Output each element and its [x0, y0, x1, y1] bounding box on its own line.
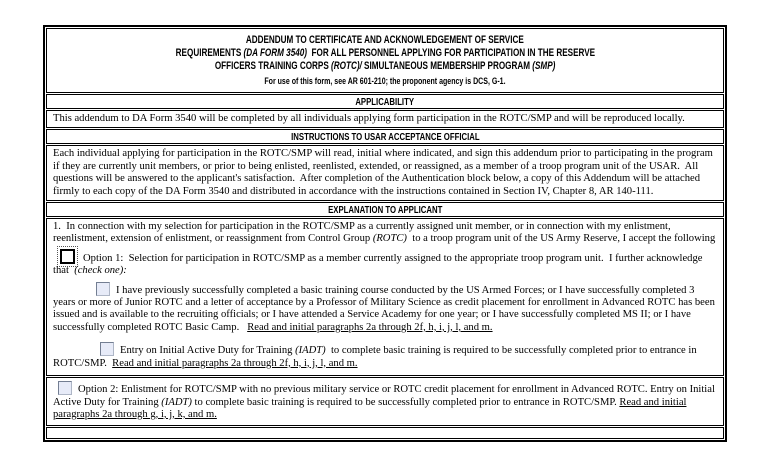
- option2-section: [46, 377, 724, 426]
- applicability-body: [46, 110, 724, 128]
- option1-choice-b-paragraph: Entry on Initial Active Duty for Training (IADT) to complete basic training is required to be successfully completed prior to entrance in ROTC/SMP. Read and initial paragraphs 2a through 2f, h, i, j, l, and m.: [53, 342, 717, 370]
- form-title-line1: ADDENDUM TO CERTIFICATE AND ACKNOWLEDGEMENT OF SERVICE: [246, 34, 524, 46]
- form-title-line3: OFFICERS TRAINING CORPS (ROTC)/ SIMULTANEOUS MEMBERSHIP PROGRAM (SMP): [214, 60, 556, 72]
- form-title-line2: REQUIREMENTS (DA FORM 3540) FOR ALL PERSONNEL APPLYING FOR PARTICIPATION IN THE RESERVE: [175, 47, 595, 59]
- paragraph-1: 1. In connection with my selection for participation in the ROTC/SMP as a currently assigned unit member, or in connection with my enlistment, reenlistment, extension of enlistment, or reassignment from Control Group (ROTC) to a troop program unit of the US Army Reserve, I accept the following: [53, 221, 716, 245]
- applicability-text: This addendum to DA Form 3540 will be completed by all individuals applying form participation in the ROTC/SMP and will be reproduced locally.: [53, 113, 685, 124]
- basic-training-completed-checkbox[interactable]: [96, 282, 110, 296]
- form-title-section: [46, 28, 724, 93]
- next-section-partial: [46, 427, 724, 439]
- option1-paragraph: Option 1: Selection for participation in ROTC/SMP as a member currently assigned to the appropriate troop program unit. I further acknowledge that (check one):: [53, 249, 717, 278]
- instructions-body: [46, 145, 724, 201]
- read-initial-reference-a: Read and initial paragraphs 2a through 2f, h, i, j, l, and m.: [247, 321, 493, 333]
- instructions-header: INSTRUCTIONS TO USAR ACCEPTANCE OFFICIAL: [46, 129, 724, 144]
- read-initial-reference-b: Read and initial paragraphs 2a through 2f, h, i, j, l, and m.: [112, 357, 358, 369]
- option2-paragraph: Option 2: Enlistment for ROTC/SMP with no previous military service or ROTC credit placement for enrollment in Advanced ROTC. Entry on Initial Active Duty for Training (IADT) to complete basic training is required to be successfully completed prior to entrance in ROTC/SMP. Read and initial paragraphs 2a through g, i, j, k, and m.: [53, 381, 717, 421]
- option2-checkbox[interactable]: [58, 381, 72, 395]
- instructions-text: Each individual applying for participation in the ROTC/SMP will read, initial where indicated, and sign this addendum prior to participating in the program if they are currently unit members, or prior to being enlisted, reenlisted, extended, or reassigned, as a member of a troop program unit of the USAR. All questions will be answered to the applicant's satisfaction. After completion of the Authentication block below, a copy of this Addendum will be attached firmly to each copy of the DA Form 3540 and distributed in accordance with the instructions contained in Section IV, Chapter 8, AR 140-111.: [53, 148, 716, 197]
- form-usage-note: For use of this form, see AR 601-210; the proponent agency is DCS, G-1.: [264, 76, 506, 87]
- explanation-body: [46, 218, 724, 376]
- da-form-3540-addendum: [43, 25, 727, 442]
- option1-choice-a-paragraph: I have previously successfully completed a basic training course conducted by the US Armed Forces; or I have successfully completed 3 years or more of Junior ROTC and a letter of acceptance by a Professor of Military Science as credit placement for enrollment in Advanced ROTC has been issued and is available to the recruiting officials; or I have attended a Service Academy for one year; or I have successfully completed MS II; or I have successfully completed ROTC Basic Camp. Read and initial paragraphs 2a through 2f, h, i, j, l, and m.: [53, 282, 717, 335]
- option1-checkbox[interactable]: [60, 249, 75, 264]
- explanation-header: EXPLANATION TO APPLICANT: [46, 202, 724, 217]
- read-initial-reference-opt2: Read and initial paragraphs 2a through g, i, j, k, and m.: [53, 396, 687, 420]
- applicability-header: APPLICABILITY: [46, 94, 724, 109]
- iadt-required-checkbox[interactable]: [100, 342, 114, 356]
